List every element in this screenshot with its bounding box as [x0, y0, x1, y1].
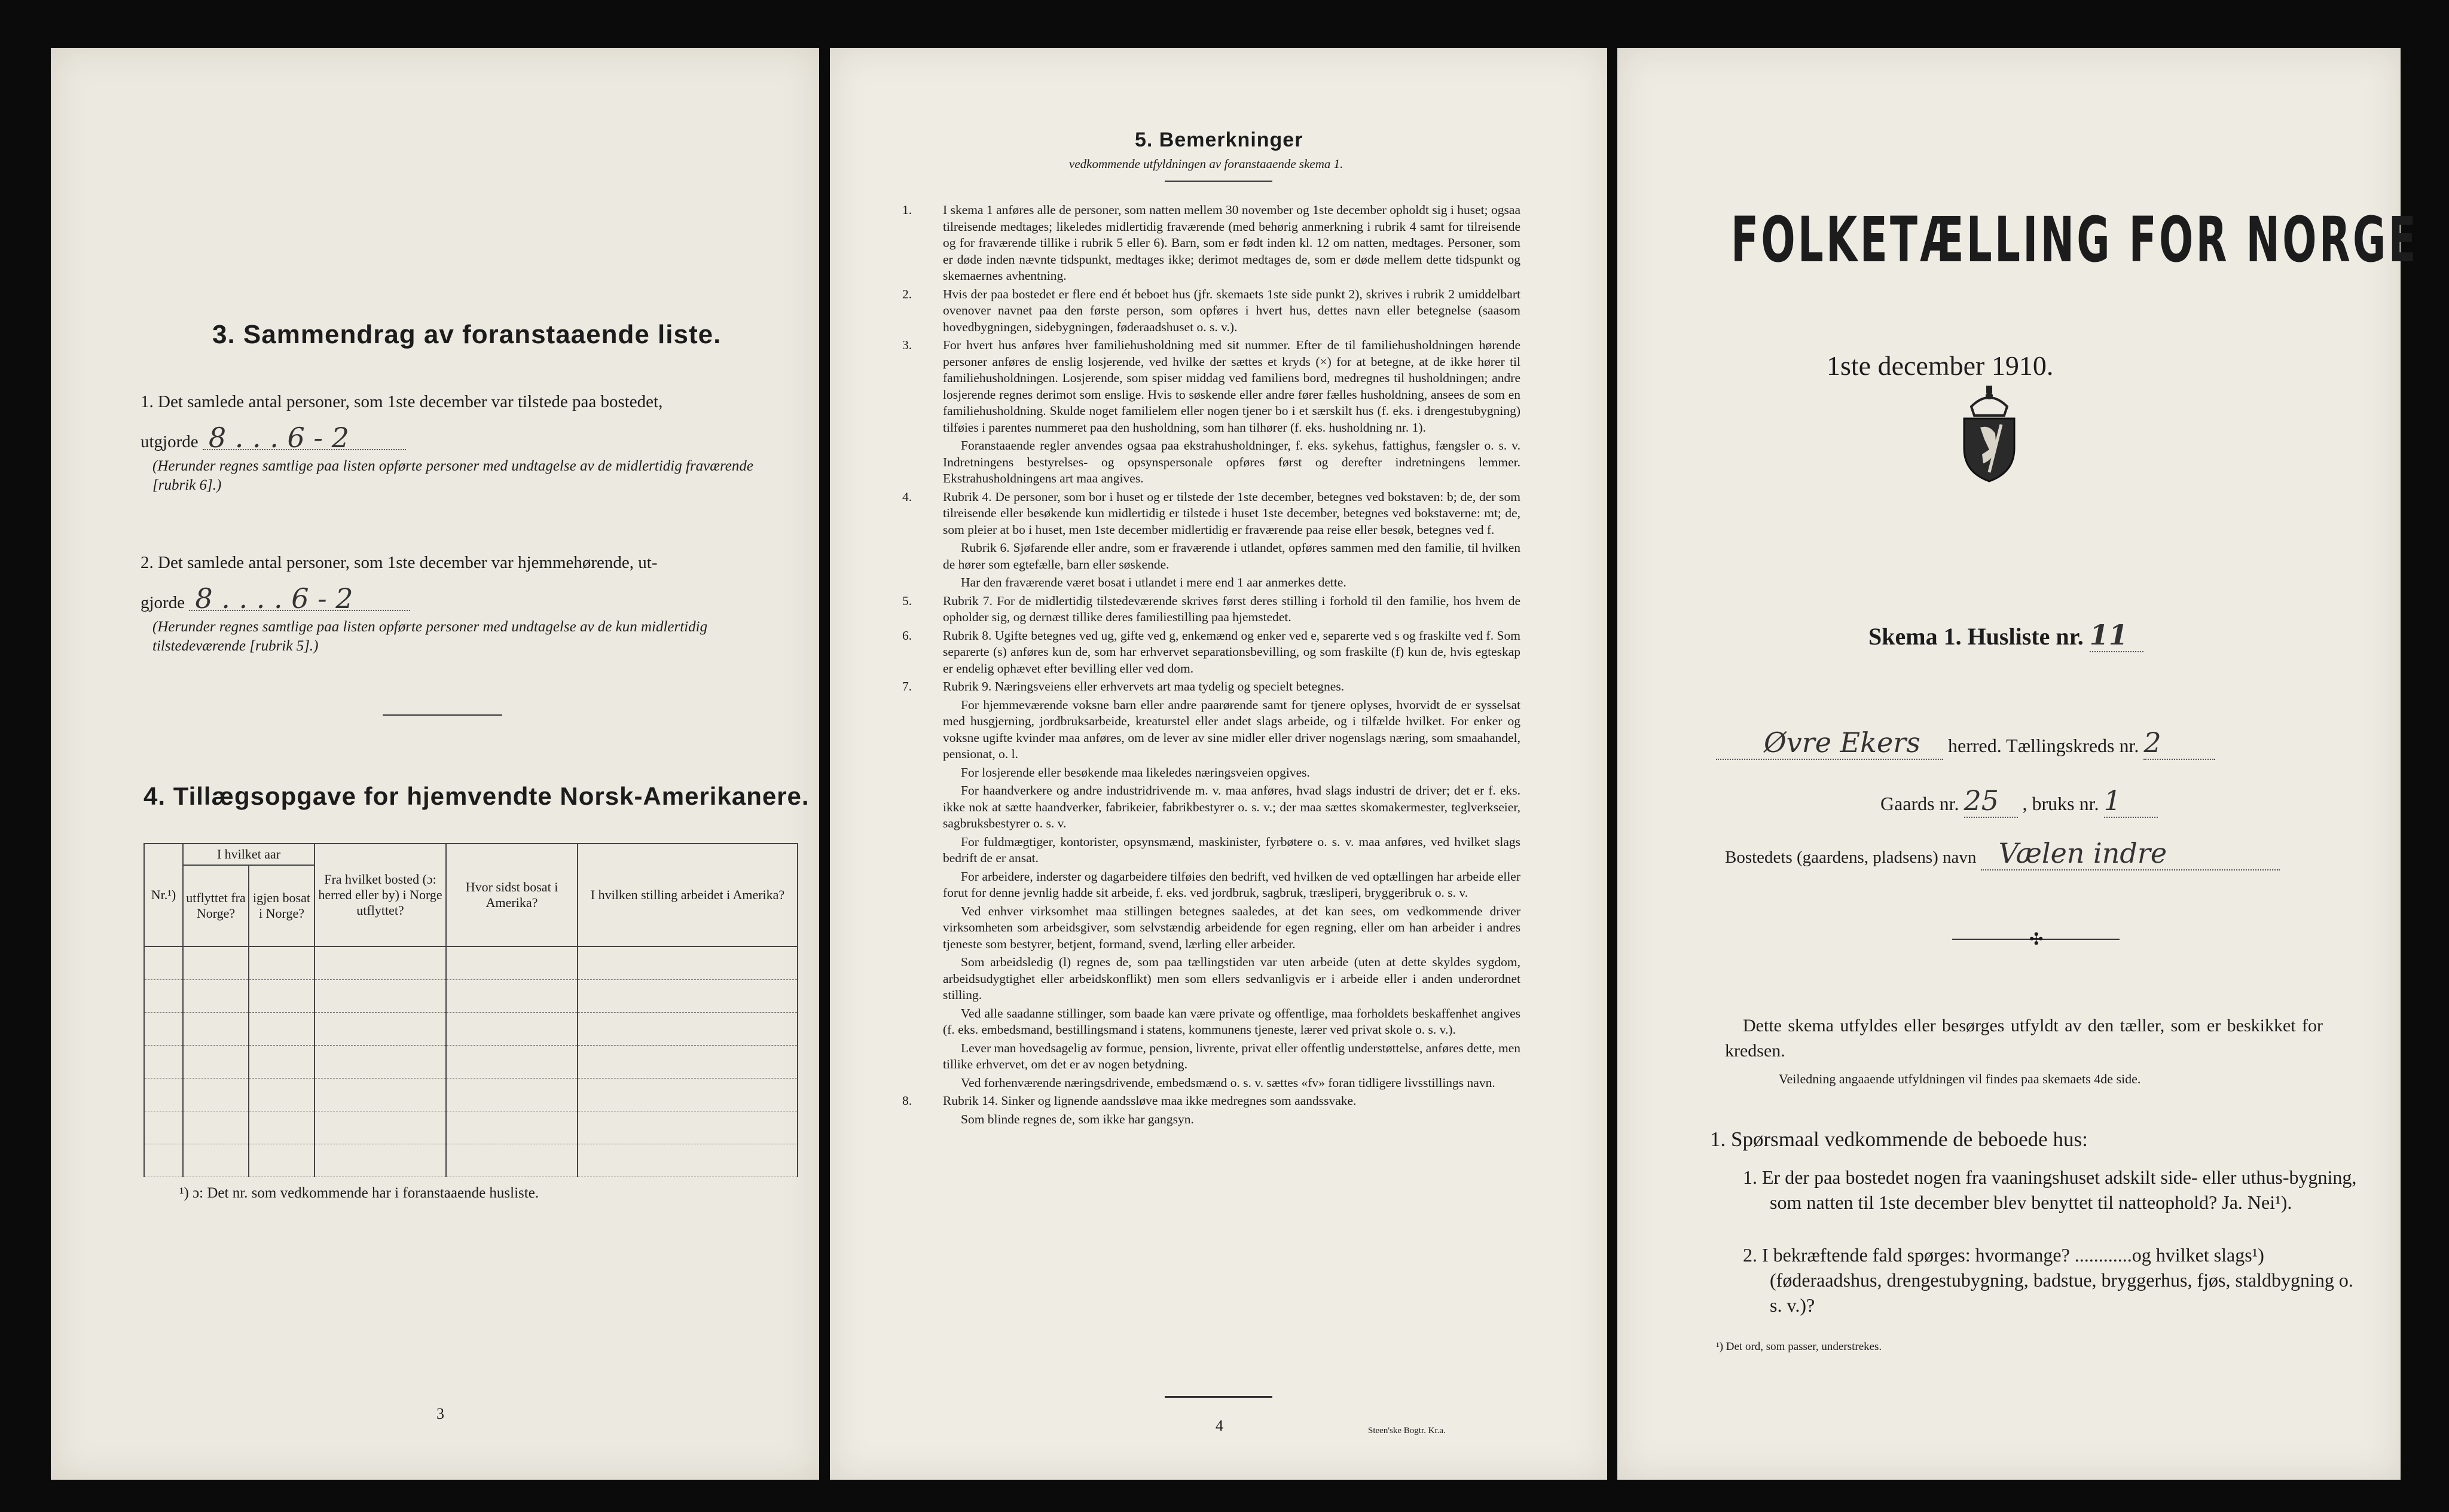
remark-item: [923, 575, 1520, 591]
remark-item: [902, 679, 1520, 695]
table-cell[interactable]: [249, 1111, 314, 1144]
remark-text: Ved alle saadanne stillinger, som baade kan være private og offentlige, maa forholdets beskaffenhet angives (f. eks. embedsmand, bestillingsmand i statens, kommunens tjeneste, lærer ved privat skole o. s. v.).: [943, 1006, 1520, 1037]
title-rule: [1165, 181, 1272, 182]
table-cell[interactable]: [578, 1111, 798, 1144]
remark-text: Rubrik 4. De personer, som bor i huset og er tilstede der 1ste december, betegnes ved bokstaven: b; de, der som tilreisende eller besøkende kun midlertidig er tilstede i huset 1ste december, betegnes ved bokstaverne: mt; de, som pleier at bo i huset, men 1ste december midlertidig er fraværende paa reise eller besøk, betegnes ved f.: [943, 489, 1520, 537]
table-cell[interactable]: [446, 1046, 578, 1079]
table-cell[interactable]: [314, 1111, 446, 1144]
remark-text: For haandverkere og andre industridrivende m. v. maa anføres, hvad slags industri de driver; det er f. eks. ikke nok at sætte haandverker, fabrikeier, fabrikbestyrer o. s. v.; der maa sættes skomakermester, teglverkseier, sagbruksbestyrer o. s. v.: [943, 783, 1520, 830]
remark-item: [902, 202, 1520, 285]
remark-item: [923, 540, 1520, 573]
col-i-hvilket-aar: I hvilket aar: [183, 844, 314, 865]
table-cell[interactable]: [144, 1144, 183, 1177]
remark-item: [923, 954, 1520, 1004]
remark-text: Rubrik 9. Næringsveiens eller erhvervets art maa tydelig og specielt betegnes.: [943, 679, 1345, 694]
table-cell[interactable]: [144, 1079, 183, 1111]
col-utflyttet: utflyttet fra Norge?: [183, 865, 249, 946]
table-cell[interactable]: [249, 1046, 314, 1079]
remark-number: 4.: [902, 489, 912, 504]
remark-text: For losjerende eller besøkende maa likeledes næringsveien opgives.: [961, 765, 1310, 780]
summary-item-2-value[interactable]: 8 . . . . 6 - 2: [189, 587, 410, 611]
question-1-1: 1. Er der paa bostedet nogen fra vaaningshuset adskilt side- eller uthus-bygning, som natten til 1ste december blev benyttet til natteophold? Ja. Nei¹).: [1743, 1166, 2357, 1213]
remark-item: [923, 438, 1520, 487]
coat-of-arms-icon: [1953, 383, 2025, 484]
remark-item: [902, 286, 1520, 336]
table-footnote: ¹) ɔ: Det nr. som vedkommende har i foranstaaende husliste.: [179, 1185, 539, 1201]
remark-item: [923, 697, 1520, 763]
table-cell[interactable]: [578, 1046, 798, 1079]
remark-item: [923, 783, 1520, 832]
table-cell[interactable]: [578, 1079, 798, 1111]
table-cell[interactable]: [314, 1144, 446, 1177]
ornament-icon: ✣: [2029, 930, 2044, 949]
remark-text: Som arbeidsledig (l) regnes de, som paa tællingstiden var uten arbeide (uten at dette skyldes sygdom, arbeidsudygtighet eller arbeidskonflikt) men som ellers sedvanligvis er i arbeide eller i anden underordnet stilling.: [943, 955, 1520, 1002]
table-row: [144, 1013, 798, 1046]
col-nr: Nr.¹): [144, 844, 183, 946]
remark-number: 3.: [902, 338, 912, 352]
remark-text: For hvert hus anføres hver familiehusholdning med sit nummer. Efter de til familiehusholdningen hørende personer anføres de enslig losjerende, ved hvilke der sættes et kryds (×) for at betegne, at de ikke hører til familiehusholdningen. Losjerende, som spiser middag ved familiens bord, medregnes til husholdningen; andre losjerende regnes derimot som enslige. Hvis to søskende eller andre fører fælles husholdning, ansees de som en familiehusholdning. Skulde noget familielem eller nogen tjener bo i et særskilt hus (f. eks. i drengestubygning) tilføies i parentes nummeret paa den husholdning, som han tilhører (f. eks. husholdning nr. 1).: [943, 338, 1520, 435]
table-cell[interactable]: [314, 1079, 446, 1111]
gaards-label: Gaards nr.: [1880, 793, 1959, 814]
remark-text: For fuldmægtiger, kontorister, opsynsmænd, maskinister, fyrbøtere o. s. v. maa anføres, ved hvilket slags bedrift de er ansat.: [943, 834, 1520, 865]
remark-number: 2.: [902, 286, 912, 301]
col-hvor-sidst-bosat: Hvor sidst bosat i Amerika?: [446, 844, 578, 946]
table-row: [144, 1046, 798, 1079]
instruction-note: Veiledning angaaende utfyldningen vil findes paa skemaets 4de side.: [1779, 1071, 2141, 1086]
summary-item-1-utgjorde: utgjorde: [141, 432, 199, 451]
remark-number: 6.: [902, 628, 912, 643]
section-4-title: 4. Tillægsopgave for hjemvendte Norsk-Amerikanere.: [143, 782, 810, 810]
table-cell[interactable]: [144, 1111, 183, 1144]
table-cell[interactable]: [144, 1046, 183, 1079]
herred-label: herred.: [1948, 735, 2002, 756]
table-cell[interactable]: [249, 1013, 314, 1046]
remark-item: [923, 1111, 1520, 1128]
page-1: [1617, 48, 2419, 1480]
table-cell[interactable]: [183, 1079, 249, 1111]
summary-item-2-utgjorde: gjorde: [141, 593, 185, 612]
table-cell[interactable]: [249, 980, 314, 1013]
page-number-4: 4: [1216, 1417, 1223, 1434]
signature-line: [383, 714, 502, 716]
form-title: FOLKETÆLLING FOR NORGE: [1731, 203, 2419, 276]
section-3-title: 3. Sammendrag av foranstaaende liste.: [212, 320, 722, 349]
summary-item-2: [141, 551, 792, 656]
table-cell[interactable]: [183, 1013, 249, 1046]
remark-text: Rubrik 14. Sinker og lignende aandssløve maa ikke medregnes som aandssvake.: [943, 1093, 1357, 1108]
gaards-value[interactable]: 25: [1964, 784, 2018, 818]
table-row: [144, 1111, 798, 1144]
herred-value[interactable]: Øvre Ekers: [1716, 726, 1943, 760]
kreds-label: Tællingskreds nr.: [2006, 735, 2139, 756]
end-rule: [1165, 1396, 1272, 1398]
table-cell[interactable]: [314, 1013, 446, 1046]
table-cell[interactable]: [144, 980, 183, 1013]
table-cell[interactable]: [446, 980, 578, 1013]
table-cell[interactable]: [578, 980, 798, 1013]
remark-text: For hjemmeværende voksne barn eller andre paarørende samt for tjenere oplyses, hvorvidt de er sysselsat med husgjerning, jordbruksarbeide, kreaturstel eller andet slags arbeide, og i tilfælde hvilket. For enker og voksne ugifte kvinder maa anføres, om de lever av sine midler eller driver nogenslags næring, som smaahandel, pensionat, o. l.: [943, 697, 1520, 761]
remark-number: 8.: [902, 1093, 912, 1108]
remark-item: [902, 489, 1520, 539]
remark-item: [923, 1006, 1520, 1038]
remark-item: [923, 765, 1520, 781]
remark-text: I skema 1 anføres alle de personer, som natten mellem 30 november og 1ste december opholdt sig i huset; ogsaa tilreisende medtages; likeledes midlertidig fraværende (med behørig anmerkning i rubrik 4 samt for tilreisende og for fraværende tillike i rubrik 5 eller 6). Barn, som er født inden kl. 12 om natten, medtages. Personer, som er døde inden nævnte tidspunkt, medtages ikke; derimot medtages de, som er døde mellem dette tidspunkt og skemaernes avhentning.: [943, 203, 1520, 283]
remark-item: [923, 834, 1520, 867]
table-cell[interactable]: [249, 1144, 314, 1177]
remark-item: [902, 337, 1520, 436]
table-cell[interactable]: [578, 946, 798, 980]
remark-item: [923, 1040, 1520, 1073]
remark-text: Rubrik 6. Sjøfarende eller andre, som er fraværende i utlandet, opføres sammen med den familie, til hvilken de hører som egtefælle, barn eller søskende.: [943, 540, 1520, 572]
table-row: [144, 1079, 798, 1111]
bruks-value[interactable]: 1: [2104, 784, 2158, 818]
remark-number: 1.: [902, 203, 912, 217]
husliste-nr-value[interactable]: 11: [2090, 619, 2143, 652]
remark-text: Ved forhenværende næringsdrivende, embedsmænd o. s. v. sættes «fv» foran tidligere livsstillings navn.: [961, 1075, 1495, 1090]
summary-item-1: [141, 390, 792, 495]
table-cell[interactable]: [249, 1079, 314, 1111]
remark-number: 5.: [902, 593, 912, 608]
table-cell[interactable]: [314, 946, 446, 980]
question-1-2: 2. I bekræftende fald spørges: hvormange? ............og hvilket slags¹) (føderaadshus, drengestubygning, badstue, bryggerhus, fjøs, staldbygning o. s. v.)?: [1743, 1244, 2353, 1316]
remark-text: Rubrik 7. For de midlertidig tilstedeværende skrives først deres stilling i forhold til den familie, hos hvem de opholder sig, og dernæst tillike deres familiestilling paa hjemstedet.: [943, 593, 1520, 624]
remark-number: 7.: [902, 679, 912, 694]
remark-text: Som blinde regnes de, som ikke har gangsyn.: [961, 1111, 1194, 1126]
table-cell[interactable]: [446, 1111, 578, 1144]
remark-text: Lever man hovedsagelig av formue, pension, livrente, privat eller offentlig understøttelse, anføres dette, men tillike erhvervet, om det er av nogen betydning.: [943, 1040, 1520, 1071]
table-cell[interactable]: [446, 1013, 578, 1046]
remark-item: [902, 593, 1520, 626]
summary-item-1-value[interactable]: 8 . . . 6 - 2: [203, 426, 406, 450]
table-cell[interactable]: [144, 946, 183, 980]
gaards-line: [1880, 784, 2158, 818]
table-cell[interactable]: [314, 1046, 446, 1079]
section-5-subtitle: vedkommende utfyldningen av foranstaaende skema 1.: [1069, 157, 1343, 171]
table-cell[interactable]: [249, 946, 314, 980]
remarks-list: [902, 202, 1520, 1129]
bosted-value[interactable]: Vælen indre: [1981, 837, 2280, 870]
question-1-title: 1. Spørsmaal vedkommende de beboede hus:: [1710, 1128, 2088, 1151]
summary-item-2-text: 2. Det samlede antal personer, som 1ste december var hjemmehørende, ut-: [141, 553, 658, 572]
herred-line: [1716, 726, 2374, 760]
table-cell[interactable]: [446, 946, 578, 980]
col-i-hvilken-stilling: I hvilken stilling arbeidet i Amerika?: [578, 844, 798, 946]
table-cell[interactable]: [144, 1013, 183, 1046]
table-row: [144, 980, 798, 1013]
instruction-text: Dette skema utfyldes eller besørges utfyldt av den tæller, som er beskikket for kredsen.: [1725, 1016, 2323, 1061]
table-cell[interactable]: [578, 1013, 798, 1046]
remark-text: Ved enhver virksomhet maa stillingen betegnes saaledes, at det kan sees, om vedkommende driver virksomheten som arbeidsgiver, som selvstændig arbeidende for egen regning, eller om han arbeider i andres tjeneste som bestyrer, betjent, formand, svend, lærling eller arbeider.: [943, 903, 1520, 951]
remark-text: Rubrik 8. Ugifte betegnes ved ug, gifte ved g, enkemænd og enker ved e, separerte ved s og fraskilte ved f. Som separerte (s) anføres kun de, som har erhvervet separationsbevilling, og som fraskilte (f) kun de, hvis egteskap er endelig ophævet efter bevilling eller ved dom.: [943, 628, 1520, 676]
remark-text: Hvis der paa bostedet er flere end ét beboet hus (jfr. skemaets 1ste side punkt 2), skrives i rubrik 2 umiddelbart ovenover navnet paa den første person, som opføres i hvert hus, dettes navn eller betegnelse (saasom hovedbygningen, sidebygningen, føderaadshuset o. s. v.).: [943, 286, 1520, 334]
skema-label: [1868, 619, 2143, 652]
skema-label-text: Skema 1. Husliste nr.: [1868, 623, 2084, 650]
bruks-label: , bruks nr.: [2022, 793, 2099, 814]
table-cell[interactable]: [446, 1144, 578, 1177]
remark-text: Har den fraværende været bosat i utlandet i mere end 1 aar anmerkes dette.: [961, 575, 1346, 589]
summary-item-1-text: 1. Det samlede antal personer, som 1ste december var tilstede paa bostedet,: [141, 392, 663, 411]
table-cell[interactable]: [314, 980, 446, 1013]
bosted-line: [1725, 837, 2280, 870]
page-3: [51, 48, 819, 1480]
col-igjen-bosat: igjen bosat i Norge?: [249, 865, 314, 946]
table-cell[interactable]: [183, 1111, 249, 1144]
remark-item: [923, 1075, 1520, 1092]
page-1-footnote: ¹) Det ord, som passer, understrekes.: [1716, 1340, 1882, 1353]
remark-item: [902, 628, 1520, 677]
form-date: 1ste december 1910.: [1827, 350, 2054, 381]
table-cell[interactable]: [183, 980, 249, 1013]
printer-imprint: Steen'ske Bogtr. Kr.a.: [1368, 1426, 1446, 1435]
summary-item-2-note: (Herunder regnes samtlige paa listen opførte personer med undtagelse av de kun midlertidig tilstedeværende [rubrik 5].): [152, 619, 708, 654]
summary-item-1-note: (Herunder regnes samtlige paa listen opførte personer med undtagelse av de midlertidig fraværende [rubrik 6].): [152, 458, 753, 493]
remark-item: [923, 903, 1520, 953]
kreds-value[interactable]: 2: [2143, 726, 2215, 760]
col-fra-hvilket-bosted: Fra hvilket bosted (ɔ: herred eller by) i Norge utflyttet?: [314, 844, 446, 946]
remark-text: Foranstaaende regler anvendes ogsaa paa ekstrahusholdninger, f. eks. sykehus, fattighus, fængsler o. s. v. Indretningens bestyrelses- og opsynspersonale opføres først og derefter indretningens lemmer. Ekstrahusholdningens art maa angives.: [943, 438, 1520, 485]
bosted-label: Bostedets (gaardens, pladsens) navn: [1725, 848, 1977, 867]
page-number-3: 3: [436, 1405, 444, 1422]
table-cell[interactable]: [183, 946, 249, 980]
section-5-title: 5. Bemerkninger: [1135, 129, 1303, 151]
table-cell[interactable]: [183, 1046, 249, 1079]
page-4: [830, 48, 1607, 1480]
table-row: [144, 1144, 798, 1177]
remark-item: [902, 1093, 1520, 1110]
table-cell[interactable]: [183, 1144, 249, 1177]
table-cell[interactable]: [446, 1079, 578, 1111]
remark-text: For arbeidere, inderster og dagarbeidere tilføies den bedrift, ved hvilken de ved optællingen har arbeide eller forut for denne jevnlig hadde sit arbeide, f. eks. ved jordbruk, sagbruk, træsliperi, bryggeribruk o. s. v.: [943, 869, 1520, 900]
table-cell[interactable]: [578, 1144, 798, 1177]
table-row: [144, 946, 798, 980]
norsk-amerikanere-table: [143, 843, 798, 1177]
remark-item: [923, 869, 1520, 902]
